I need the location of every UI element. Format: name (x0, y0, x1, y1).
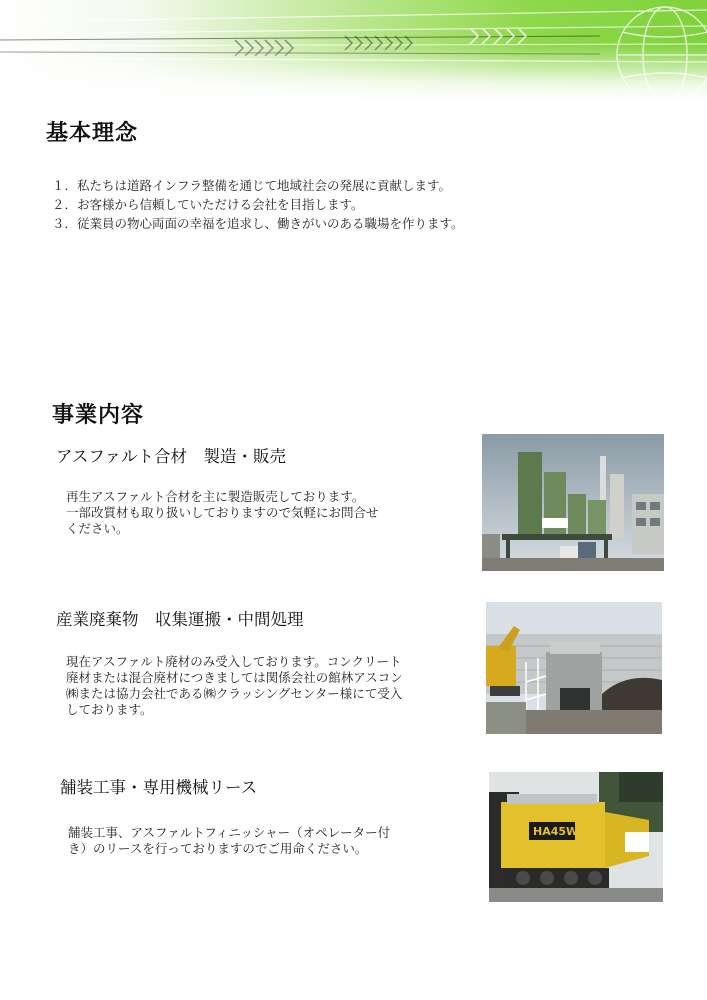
waste-processing-photo (486, 602, 662, 734)
header-banner (0, 0, 707, 100)
philosophy-heading: 基本理念 (46, 121, 139, 146)
philosophy-item: １．私たちは道路インフラ整備を通じて地域社会の発展に貢献します。 (52, 178, 452, 193)
business-item-description: 舗装工事、アスファルトフィニッシャー（オペレーター付 き）のリースを行っておりますのでご用命ください。 (68, 825, 391, 856)
business-item-title: 舗装工事・専用機械リース (60, 778, 258, 797)
asphalt-plant-photo (482, 434, 664, 571)
business-item-description: 再生アスファルト合材を主に製造販売しております。 一部改質材も取り扱いしておりますので気軽にお問合せ ください。 (66, 489, 379, 536)
philosophy-item: ３．従業員の物心両面の幸福を追求し、働きがいのある職場を作ります。 (52, 216, 464, 231)
business-item-description: 現在アスファルト廃材のみ受入しております。コンクリート 廃材または混合廃材につきましては関係会社の館林アスコン ㈱または協力会社である㈱クラッシングセンター様にて受入 しております。 (66, 654, 403, 717)
asphalt-finisher-photo (489, 772, 663, 902)
philosophy-item: ２．お客様から信頼していただける会社を目指します。 (52, 197, 364, 212)
business-item-title: 産業廃棄物 収集運搬・中間処理 (56, 610, 304, 629)
philosophy-list (52, 176, 464, 233)
finisher-model-label: HA45W (533, 825, 579, 838)
business-heading: 事業内容 (52, 403, 145, 428)
banner-graphic (0, 0, 707, 100)
business-item-title: アスファルト合材 製造・販売 (56, 447, 287, 466)
